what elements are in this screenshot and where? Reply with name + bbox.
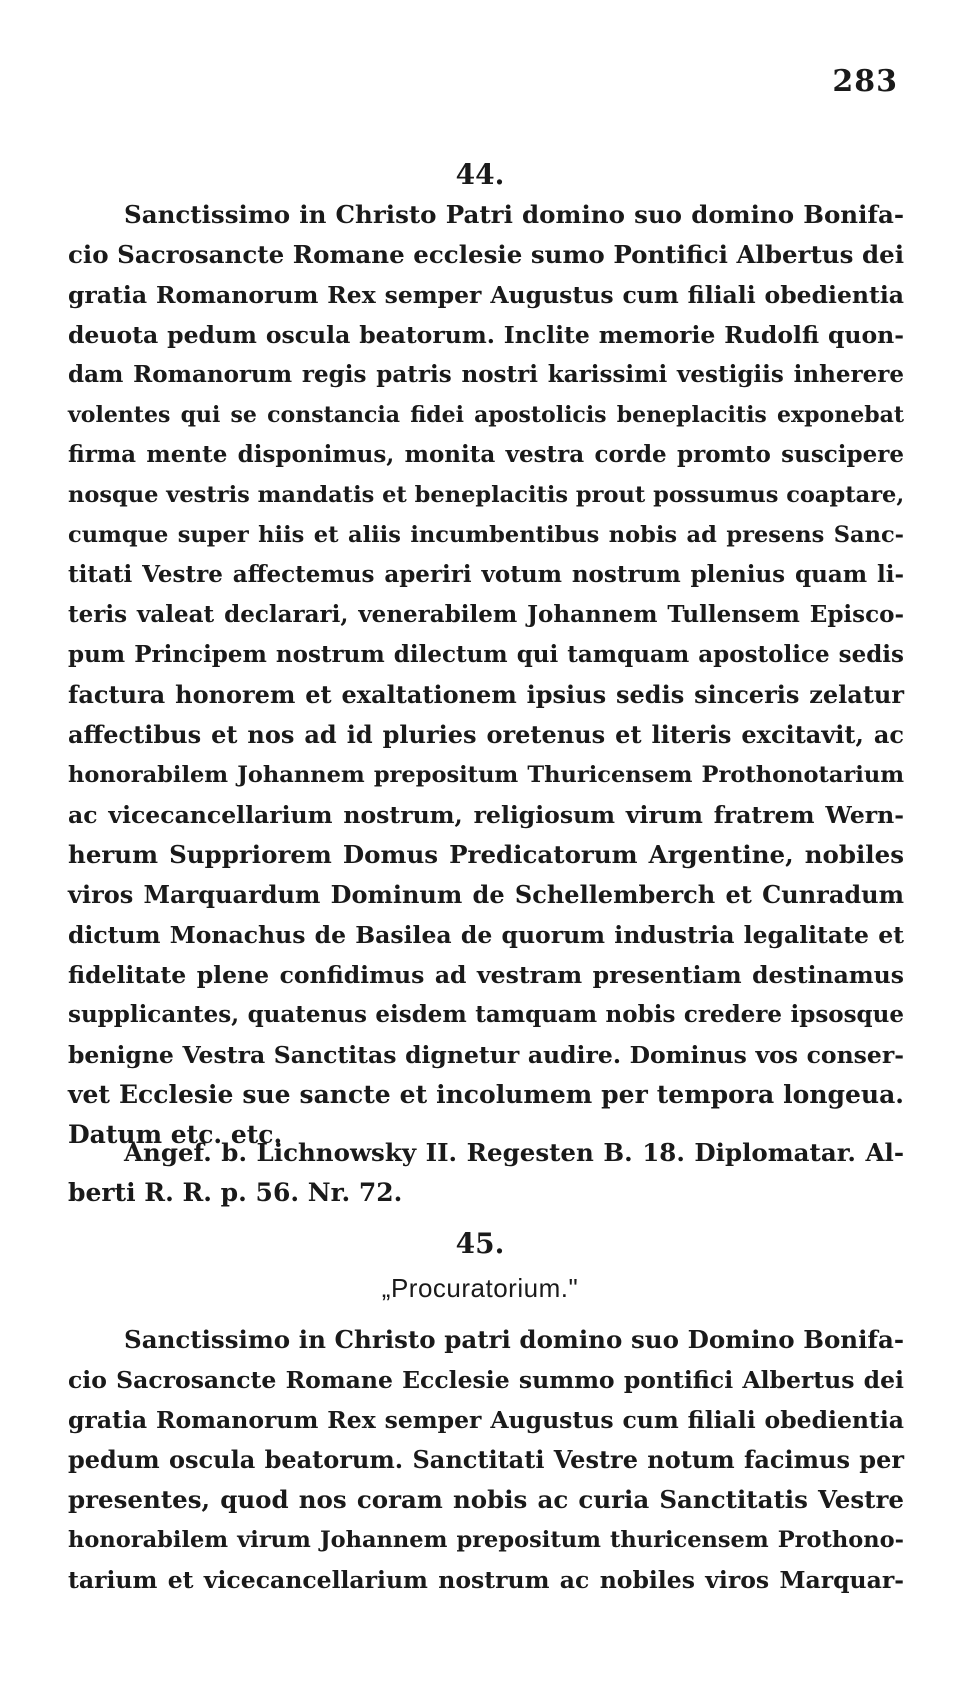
text-line: cio Sacrosancte Romane ecclesie sumo Pontifici Albertus dei: [68, 240, 904, 269]
text-line: firma mente disponimus, monita vestra corde promto suscipere: [68, 441, 904, 468]
text-line: Sanctissimo in Christo Patri domino suo domino Bonifa-: [124, 200, 904, 229]
text-line: ac vicecancellarium nostrum, religiosum virum fratrem Wern-: [68, 801, 904, 829]
text-line: titati Vestre affectemus aperiri votum nostrum plenius quam li-: [68, 561, 904, 588]
text-line: pedum oscula beatorum. Sanctitati Vestre notum facimus per: [68, 1445, 904, 1474]
text-line: dictum Monachus de Basilea de quorum industria legalitate et: [68, 921, 904, 949]
document-45-subtitle: „Procuratorium.": [381, 1273, 579, 1303]
text-line: tarium et vicecancellarium nostrum ac nobiles viros Marquar-: [68, 1566, 904, 1594]
document-44-body: [68, 195, 904, 1155]
text-line: pum Principem nostrum dilectum qui tamquam apostolice sedis: [68, 641, 904, 668]
text-line: dam Romanorum regis patris nostri karissimi vestigiis inherere: [68, 361, 904, 388]
text-line: supplicantes, quatenus eisdem tamquam nobis credere ipsosque: [68, 1001, 904, 1028]
text-line: cio Sacrosancte Romane Ecclesie summo pontifici Albertus dei: [68, 1366, 904, 1394]
text-line: gratia Romanorum Rex semper Augustus cum filiali obedientia: [68, 1406, 904, 1434]
text-line: teris valeat declarari, venerabilem Johannem Tullensem Episco-: [68, 601, 904, 628]
text-line: vet Ecclesie sue sancte et incolumem per tempora longeua.: [68, 1080, 904, 1109]
text-line: affectibus et nos ad id pluries oretenus et literis excitavit, ac: [68, 720, 904, 749]
text-line: deuota pedum oscula beatorum. Inclite memorie Rudolfi quon-: [68, 321, 904, 349]
text-line: nosque vestris mandatis et beneplacitis prout possumus coaptare,: [68, 482, 905, 508]
document-number-44: 44.: [455, 158, 505, 191]
text-line: viros Marquardum Dominum de Schellemberch et Cunradum: [68, 880, 904, 909]
source-line: Angef. b. Lichnowsky II. Regesten B. 18. Diplomatar. Al-: [124, 1138, 904, 1167]
text-line: cumque super hiis et aliis incumbentibus nobis ad presens Sanc-: [68, 522, 904, 548]
text-line: volentes qui se constancia fidei apostolicis beneplacitis exponebat: [68, 402, 904, 428]
text-line: fidelitate plene confidimus ad vestram presentiam destinamus: [68, 961, 904, 989]
text-line: herum Suppriorem Domus Predicatorum Argentine, nobiles: [68, 840, 904, 869]
text-line: Sanctissimo in Christo patri domino suo Domino Bonifa-: [124, 1325, 904, 1354]
document-44-source-note: [68, 1133, 904, 1213]
text-line: honorabilem Johannem prepositum Thuricensem Prothonotarium: [68, 762, 904, 788]
text-line: presentes, quod nos coram nobis ac curia Sanctitatis Vestre: [68, 1485, 904, 1514]
document-45-body: [68, 1320, 904, 1600]
text-line: honorabilem virum Johannem prepositum thuricensem Prothono-: [68, 1527, 904, 1553]
text-line: benigne Vestra Sanctitas dignetur audire. Dominus vos conser-: [68, 1041, 904, 1069]
text-line: gratia Romanorum Rex semper Augustus cum filiali obedientia: [68, 281, 904, 309]
text-line: Datum etc. etc.: [68, 1120, 283, 1149]
text-line: factura honorem et exaltationem ipsius sedis sinceris zelatur: [68, 680, 904, 709]
page-number: 283: [832, 64, 898, 99]
document-number-45: 45.: [455, 1227, 505, 1260]
source-line: berti R. R. p. 56. Nr. 72.: [68, 1178, 403, 1207]
